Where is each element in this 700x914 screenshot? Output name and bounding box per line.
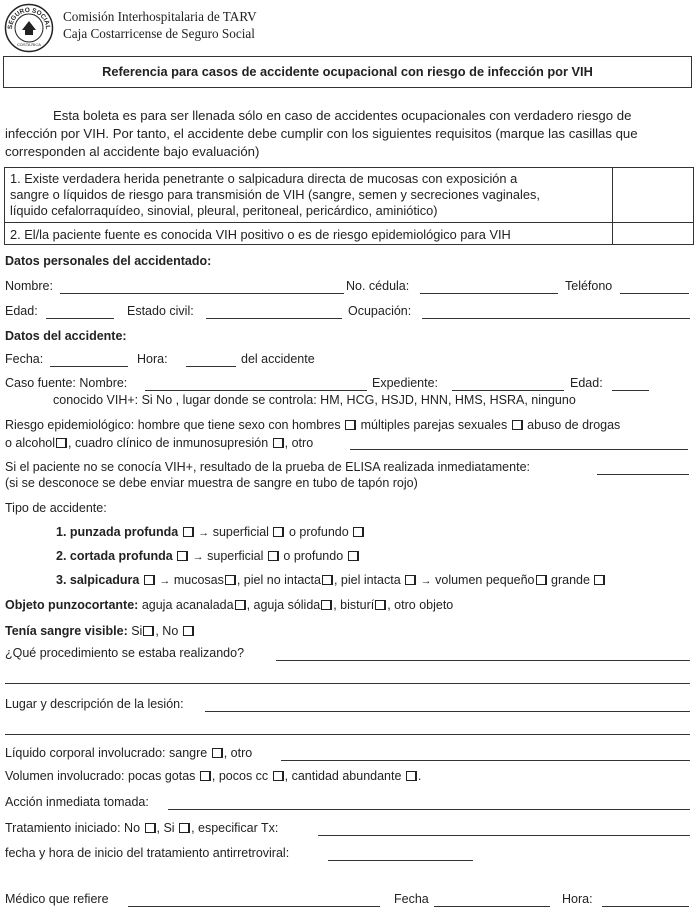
volumen-label: Volumen involucrado: pocas gotas [5, 769, 196, 783]
procedimiento-field[interactable] [276, 660, 690, 661]
telefono-label: Teléfono [565, 279, 613, 293]
expediente-label: Expediente: [372, 376, 439, 390]
requirements-table [4, 167, 694, 245]
requirement-1-checkbox[interactable] [613, 168, 692, 222]
edad-field[interactable] [46, 318, 114, 319]
sangre-si-checkbox[interactable] [143, 626, 154, 636]
piel-no-intacta-label: , piel no intacta [236, 573, 321, 587]
punzada-superficial-label: superficial [212, 525, 269, 539]
cortada-superficial-checkbox[interactable] [268, 551, 279, 561]
liquido-row [5, 746, 252, 760]
liquido-label: Líquido corporal involucrado: sangre [5, 746, 208, 760]
institution-line1: Comisión Interhospitalaria de TARV [63, 9, 257, 24]
inmunosupresion-checkbox[interactable] [273, 438, 284, 448]
mucosas-label: mucosas [173, 573, 224, 587]
caso-fuente-field[interactable] [145, 390, 367, 391]
cantidad-abundante-checkbox[interactable] [406, 771, 417, 781]
ocupacion-label: Ocupación: [348, 304, 412, 318]
volumen-pequeno-label: volumen pequeño [435, 573, 535, 587]
medico-label: Médico que refiere [5, 892, 109, 906]
riesgo-line1 [5, 418, 620, 432]
hora-label: Hora: [137, 352, 168, 366]
piel-intacta-checkbox[interactable] [405, 575, 416, 585]
arrow-icon: → [420, 575, 432, 587]
sangre-liquido-checkbox[interactable] [212, 748, 223, 758]
svg-text:SEGURO SOCIAL: SEGURO SOCIAL [6, 6, 52, 30]
accion-label: Acción inmediata tomada: [5, 795, 149, 809]
cortada-checkbox[interactable] [177, 551, 188, 561]
caso-edad-label: Edad: [570, 376, 603, 390]
caso-edad-field[interactable] [612, 390, 649, 391]
aguja-solida-checkbox[interactable] [321, 600, 332, 610]
conocido-line: conocido VIH+: Si No , lugar donde se controla: HM, HCG, HSJD, HNN, HMS, HSRA, ninguno [53, 393, 576, 407]
abuso-drogas-checkbox[interactable] [56, 438, 67, 448]
volumen-end: . [417, 769, 422, 783]
objeto-label: Objeto punzocortante: [5, 598, 139, 612]
punzada-profundo-label: o profundo [288, 525, 349, 539]
punzada-superficial-checkbox[interactable] [273, 527, 284, 537]
medico-field[interactable] [128, 906, 380, 907]
tipo-salpicadura-row [56, 573, 606, 587]
arrow-icon: → [192, 551, 204, 563]
liquido-otro-field[interactable] [281, 760, 690, 761]
riesgo-otro-label: , otro [284, 436, 314, 450]
fecha-field[interactable] [50, 366, 128, 367]
title-box [3, 56, 692, 88]
inmunosupresion-label: , cuadro clínico de inmunosupresión [68, 436, 269, 450]
cedula-label: No. cédula: [346, 279, 410, 293]
requirement-1-line2: sangre o líquidos de riesgo para transmisión de VIH (sangre, semen y secreciones vaginales, [10, 187, 540, 202]
estado-civil-field[interactable] [206, 318, 342, 319]
punzada-label: 1. punzada profunda [56, 525, 179, 539]
pocos-cc-label: , pocos cc [211, 769, 269, 783]
accion-field[interactable] [168, 809, 690, 810]
aguja-solida-label: , aguja sólida [246, 598, 321, 612]
estado-civil-label: Estado civil: [127, 304, 194, 318]
abuso-drogas-label: abuso de drogas [527, 418, 621, 432]
telefono-field[interactable] [620, 293, 689, 294]
tratamiento-field[interactable] [318, 835, 690, 836]
cantidad-abundante-label: , cantidad abundante [284, 769, 402, 783]
form-title: Referencia para casos de accidente ocupacional con riesgo de infección por VIH [102, 64, 593, 79]
cortada-profundo-checkbox[interactable] [348, 551, 359, 561]
fecha-label: Fecha: [5, 352, 44, 366]
pocos-cc-checkbox[interactable] [273, 771, 284, 781]
arrow-icon: → [159, 575, 171, 587]
cedula-field[interactable] [420, 293, 558, 294]
ocupacion-field[interactable] [422, 318, 690, 319]
expediente-field[interactable] [452, 390, 564, 391]
requirement-2: 2. El/la paciente fuente es conocida VIH positivo o es de riesgo epidemiológico para VIH [10, 227, 511, 242]
tratamiento-si-checkbox[interactable] [179, 823, 190, 833]
edad-label: Edad: [5, 304, 38, 318]
otro-objeto-label: , otro objeto [387, 598, 454, 612]
institution-line2: Caja Costarricense de Seguro Social [63, 26, 255, 41]
grande-label: grande [551, 573, 590, 587]
cortada-superficial-label: superficial [207, 549, 264, 563]
sangre-si-label: Si [131, 624, 143, 638]
personal-heading: Datos personales del accidentado: [5, 254, 212, 268]
sangre-label: Tenía sangre visible: [5, 624, 128, 638]
procedimiento-label: ¿Qué procedimiento se estaba realizando? [5, 646, 245, 660]
tipo-heading: Tipo de accidente: [5, 501, 107, 515]
footer-hora-field[interactable] [602, 906, 689, 907]
footer-fecha-label: Fecha [394, 892, 429, 906]
elisa-field[interactable] [597, 474, 689, 475]
tratamiento-si-label: , Si [156, 821, 175, 835]
footer-fecha-field[interactable] [434, 906, 550, 907]
riesgo-label: Riesgo epidemiológico: hombre que tiene sexo con hombres [5, 418, 341, 432]
accident-heading: Datos del accidente: [5, 329, 127, 343]
bisturi-checkbox[interactable] [375, 600, 386, 610]
lugar-field[interactable] [205, 711, 690, 712]
intro-line3: corresponden al accidente bajo evaluación) [5, 144, 260, 159]
procedimiento-field-2[interactable] [5, 683, 690, 684]
nombre-field[interactable] [60, 293, 344, 294]
msm-checkbox[interactable] [345, 420, 356, 430]
footer-hora-label: Hora: [562, 892, 593, 906]
especificar-label: , especificar Tx: [191, 821, 279, 835]
svg-text:COSTA RICA: COSTA RICA [17, 42, 41, 47]
objeto-row [5, 598, 453, 612]
multiples-parejas-label: múltiples parejas sexuales [360, 418, 508, 432]
hora-field[interactable] [186, 366, 236, 367]
riesgo-otro-field[interactable] [350, 449, 688, 450]
sangre-no-checkbox[interactable] [183, 626, 194, 636]
requirement-1-line3: líquido cefalorraquídeo, sinovial, pleural, peritoneal, pericárdico, aminiótico) [10, 203, 438, 218]
elisa-line2: (si se desconoce se debe enviar muestra de sangre en tubo de tapón rojo) [5, 476, 418, 490]
intro-line1: Esta boleta es para ser llenada sólo en caso de accidentes ocupacionales con verdadero riesgo de [53, 108, 632, 123]
cortada-profundo-label: o profundo [283, 549, 344, 563]
lugar-label: Lugar y descripción de la lesión: [5, 697, 184, 711]
volumen-row [5, 769, 421, 783]
punzada-checkbox[interactable] [183, 527, 194, 537]
lugar-field-2[interactable] [5, 734, 690, 735]
intro-line2: infección por VIH. Por tanto, el accidente debe cumplir con los siguientes requisitos (marque las casillas que [5, 126, 638, 141]
tratamiento-label: Tratamiento iniciado: No [5, 821, 141, 835]
aguja-acanalada-checkbox[interactable] [235, 600, 246, 610]
liquido-otro-label: , otro [223, 746, 253, 760]
punzada-profundo-checkbox[interactable] [353, 527, 364, 537]
pocas-gotas-checkbox[interactable] [200, 771, 211, 781]
mucosas-checkbox[interactable] [225, 575, 236, 585]
nombre-label: Nombre: [5, 279, 53, 293]
alcohol-label: o alcohol [5, 436, 56, 450]
riesgo-line2 [5, 436, 313, 450]
grande-checkbox[interactable] [594, 575, 605, 585]
piel-intacta-label: , piel intacta [333, 573, 401, 587]
salpicadura-label: 3. salpicadura [56, 573, 140, 587]
fecha-tx-field[interactable] [328, 860, 473, 861]
requirement-1-line1: 1. Existe verdadera herida penetrante o salpicadura directa de mucosas con exposición a [10, 171, 518, 186]
cortada-label: 2. cortada profunda [56, 549, 173, 563]
volumen-pequeno-checkbox[interactable] [536, 575, 547, 585]
piel-no-intacta-checkbox[interactable] [322, 575, 333, 585]
bisturi-label: , bisturí [333, 598, 375, 612]
tipo-cortada-row [56, 549, 360, 563]
tratamiento-no-checkbox[interactable] [145, 823, 156, 833]
sangre-no-label: , No [155, 624, 179, 638]
arrow-icon: → [198, 527, 210, 539]
tratamiento-row [5, 821, 278, 835]
aguja-acanalada-label: aguja acanalada [141, 598, 234, 612]
multiples-parejas-checkbox[interactable] [512, 420, 523, 430]
sangre-row [5, 624, 195, 638]
salpicadura-checkbox[interactable] [144, 575, 155, 585]
fecha-tx-label: fecha y hora de inicio del tratamiento antirretroviral: [5, 846, 290, 860]
del-accidente-label: del accidente [241, 352, 315, 366]
seguro-social-logo [4, 3, 54, 53]
caso-fuente-label: Caso fuente: Nombre: [5, 376, 128, 390]
requirement-2-checkbox[interactable] [613, 223, 692, 243]
tipo-punzada-row [56, 525, 365, 539]
elisa-line1: Si el paciente no se conocía VIH+, resultado de la prueba de ELISA realizada inmediatamente: [5, 460, 530, 474]
